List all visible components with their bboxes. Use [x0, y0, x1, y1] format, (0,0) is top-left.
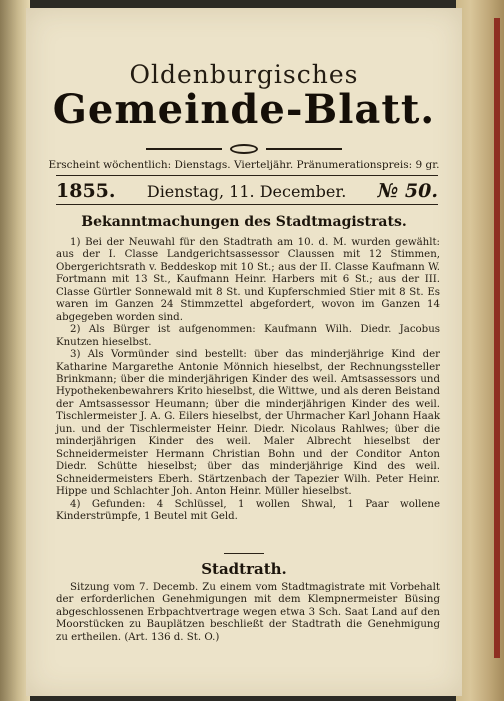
paragraph: 1) Bei der Neuwahl für den Stadtrath am 10. d. M. wurden gewählt: aus der I. Classe Landgerichtsassessor Claussen mit 12 Stimmen, Obergerichtsrath v. Beddeskop mit 10 St.; aus der II. Classe Kaufmann W. Fortmann mit 13 St., Kaufmann Heinr. Harbers mit 6 St.; aus der III. Classe Gürtler Sonnewald mit 8 St. und Kupferschmied Stier mit 8 St. Es waren im Ganzen 24 Stimmzettel abgefordert, wovon im Ganzen 14 abgegeben worden sind. [56, 237, 440, 323]
section-body-magistrat [56, 237, 440, 523]
newspaper-page [26, 8, 462, 696]
ornament-divider [146, 144, 342, 154]
paragraph: 3) Als Vormünder sind bestellt: über das minderjährige Kind der Katharine Margarethe Antonie Mönnich hieselbst, der Rechnungssteller Brinkmann; über die minderjährigen Kinder des weil. Amtsassessors und Hypothekenbewahrers Krito hieselbst, die Wittwe, und als deren Beistand der Amtsassessor Heumann; über die minderjährigen Kinder des weil. Tischlermeister J. A. G. Eilers hieselbst, der Uhrmacher Karl Johann Haak jun. und der Tischlermeister Heinr. Diedr. Nicolaus Rahlwes; über die minderjährigen Kinder des weil. Maler Albrecht hieselbst der Schneidermeister Hermann Christian Bohn und der Conditor Anton Diedr. Schütte hieselbst; über das minderjährige Kind des weil. Schneidermeisters Eberh. Stärtzenbach der Tapezier Wilh. Peter Heinr. Hippe und Schlachter Joh. Anton Heinr. Müller hieselbst. [56, 349, 440, 498]
rule-top [56, 175, 438, 176]
issue-year: 1855. [56, 180, 116, 202]
section-body-stadtrath [56, 582, 440, 644]
dateline [56, 180, 438, 202]
paragraph: Sitzung vom 7. Decemb. Zu einem vom Stadtmagistrate mit Vorbehalt der erforderlichen Genehmigungen mit dem Klempnermeister Büsing abgeschlossenen Erbpachtvertrage wegen etwa 3 Sch. Saat Land auf den Moorstücken zu Bauplätzen beschließt der Stadtrath die Genehmigung zu ertheilen. (Art. 136 d. St. O.) [56, 582, 440, 643]
section-divider [224, 553, 264, 554]
issue-date: Dienstag, 11. December. [146, 182, 347, 201]
rule-bottom [56, 204, 438, 205]
red-edge [494, 18, 500, 658]
subscription-line: Erscheint wöchentlich: Dienstags. Vierteljähr. Pränumerationspreis: 9 gr. [48, 159, 440, 171]
masthead-title: Gemeinde-Blatt. [52, 86, 436, 133]
paragraph: 2) Als Bürger ist aufgenommen: Kaufmann Wilh. Diedr. Jacobus Knutzen hieselbst. [56, 324, 440, 348]
section-title-magistrat: Bekanntmachungen des Stadtmagistrats. [81, 214, 407, 230]
masthead-subtitle: Oldenburgisches [129, 60, 359, 89]
paragraph: 4) Gefunden: 4 Schlüssel, 1 wollen Shwal, 1 Paar wollene Kinderstrümpfe, 1 Beutel mit Geld. [56, 498, 440, 522]
issue-number: № 50. [377, 180, 438, 202]
section-title-stadtrath: Stadtrath. [201, 560, 287, 578]
